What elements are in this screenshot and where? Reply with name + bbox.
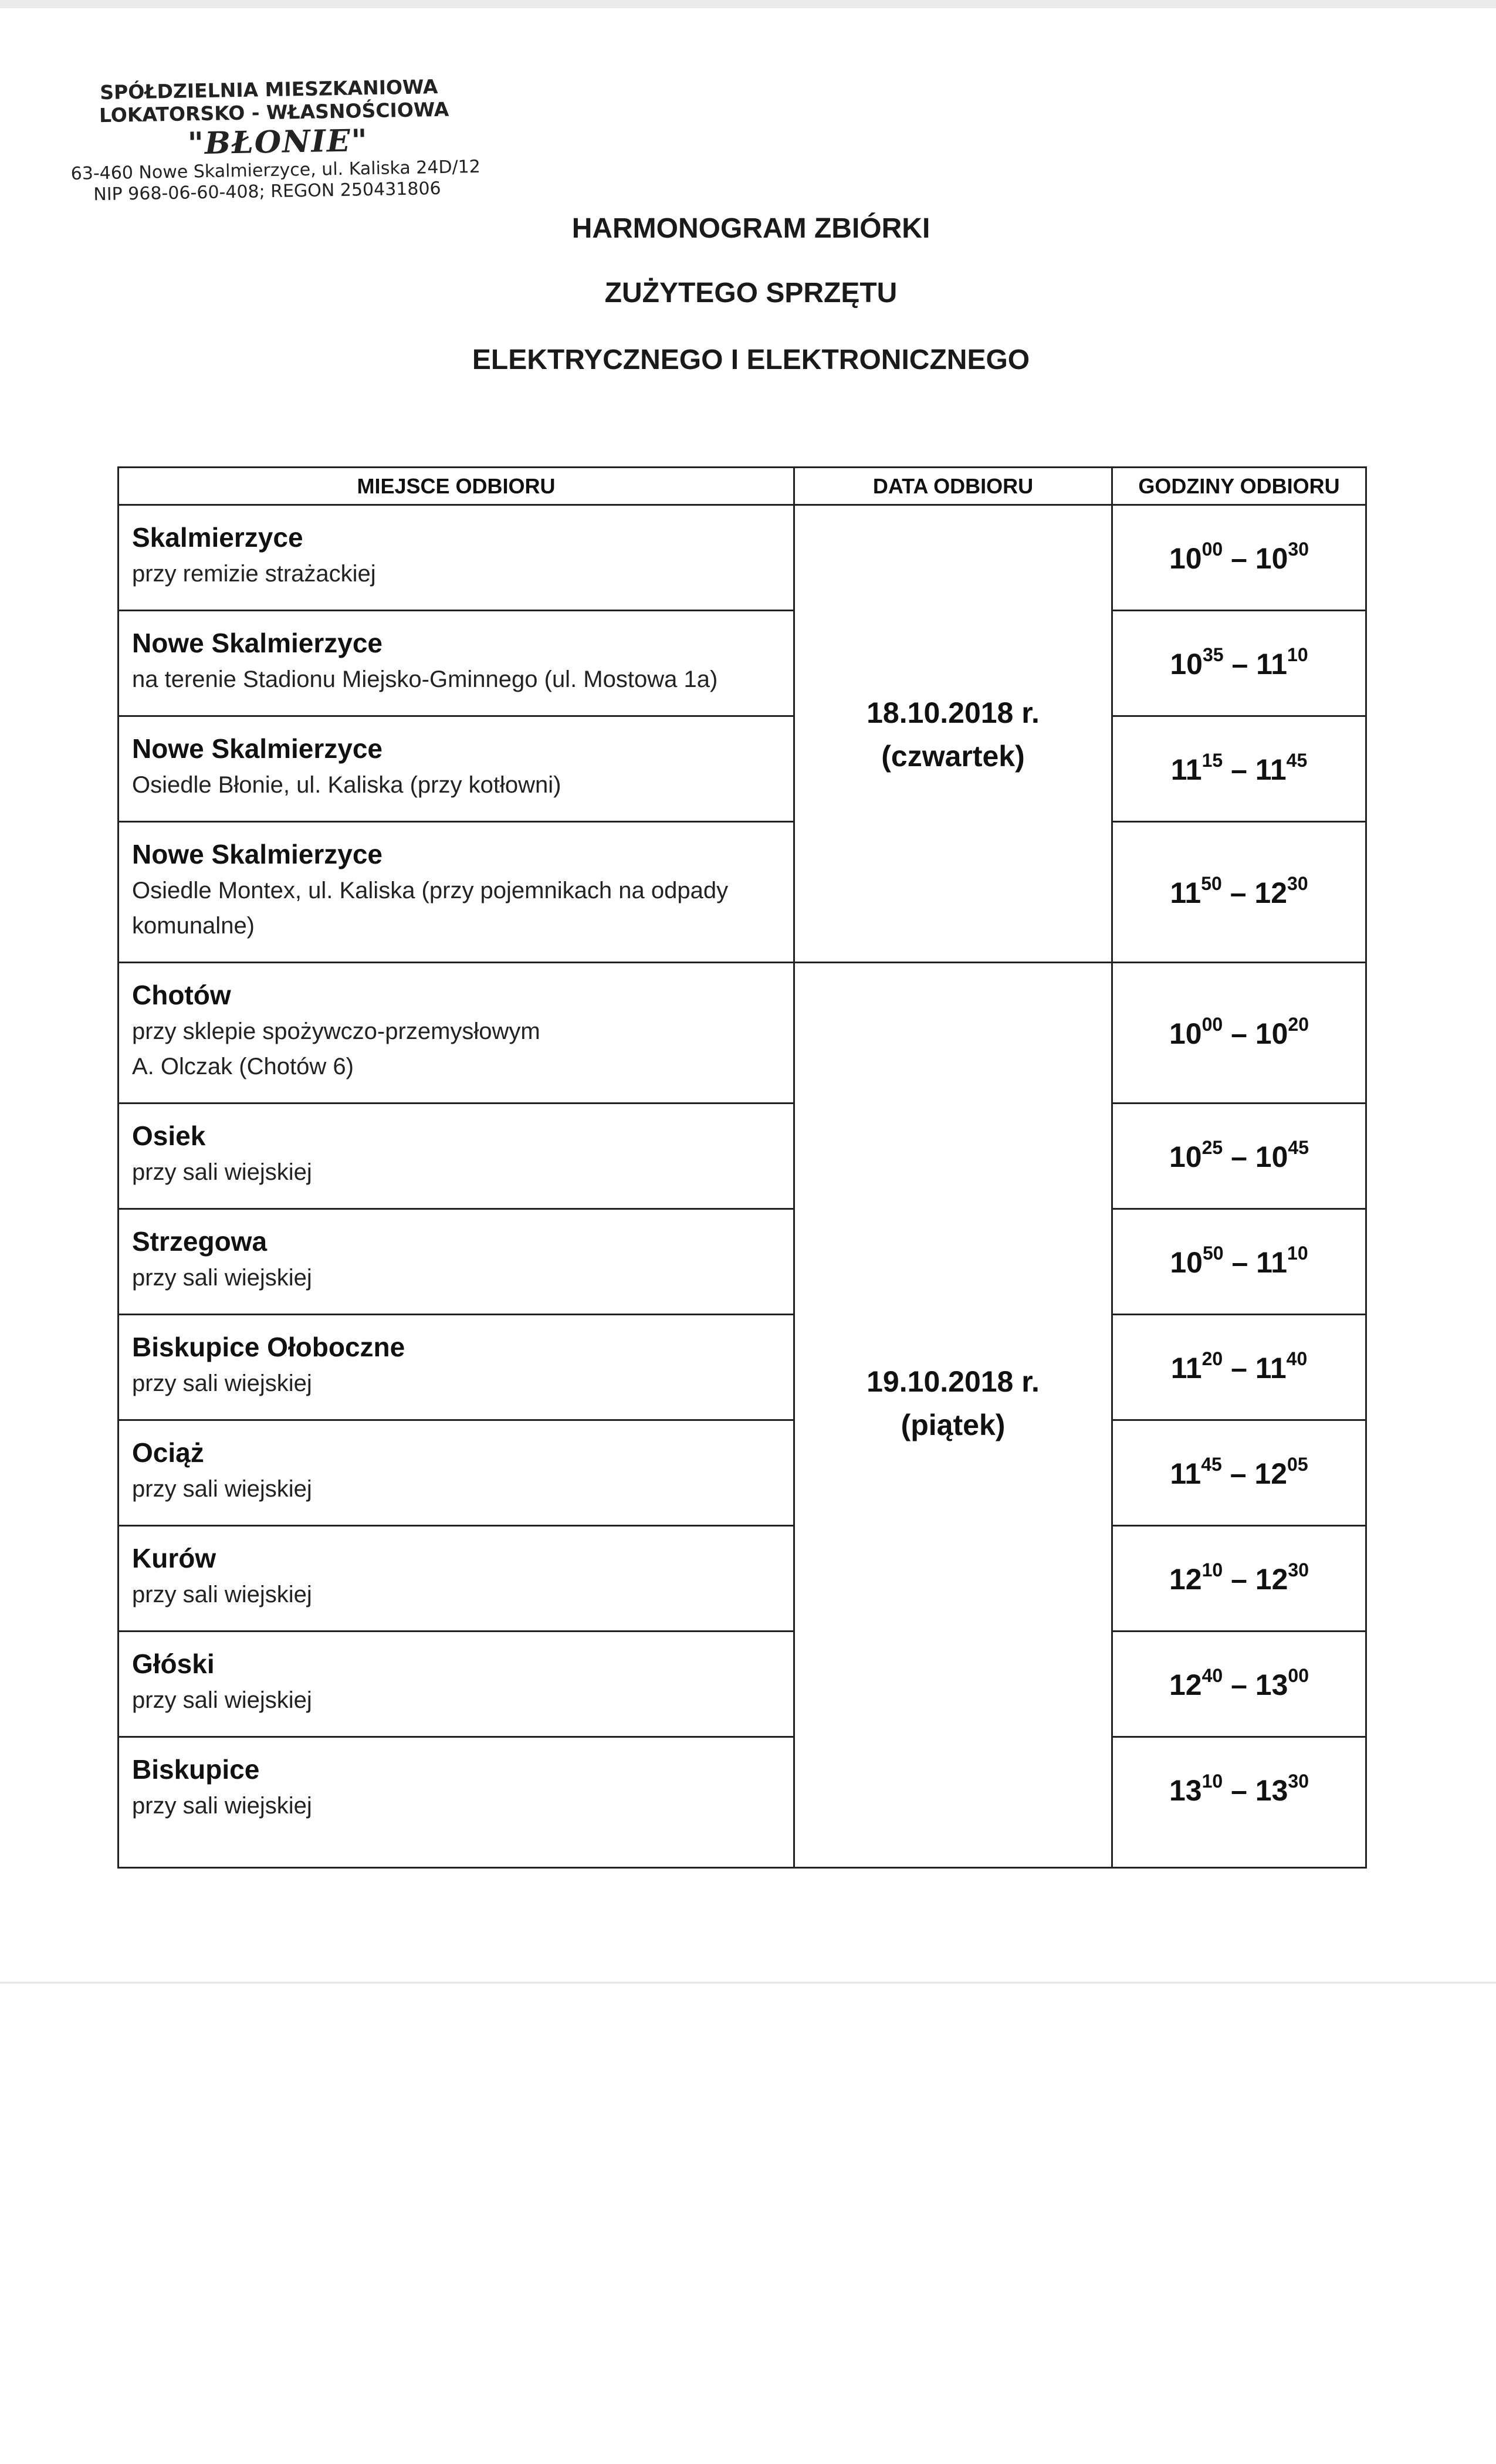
column-header-place: MIEJSCE ODBIORU <box>357 474 556 498</box>
column-header-hours: GODZINY ODBIORU <box>1138 474 1340 498</box>
hours-end-hour: 12 <box>1255 1563 1288 1596</box>
hours-end-minute: 20 <box>1288 1014 1309 1035</box>
row-divider <box>119 1102 793 1104</box>
hours-end-minute: 10 <box>1287 1243 1308 1264</box>
place-description: przy sali wiejskiej <box>132 1687 312 1713</box>
place-name: Kurów <box>132 1543 216 1573</box>
hours-start-hour: 10 <box>1170 1246 1203 1279</box>
hours-start-minute: 10 <box>1201 1559 1223 1580</box>
hours-start-minute: 45 <box>1201 1454 1222 1475</box>
row-divider <box>119 1314 793 1315</box>
row-divider <box>793 962 1113 963</box>
hours-end-hour: 11 <box>1256 648 1288 681</box>
hours-end-hour: 12 <box>1254 876 1288 909</box>
hours-start-minute: 25 <box>1201 1137 1223 1158</box>
row-divider <box>119 1525 793 1527</box>
hours-separator: – <box>1223 1017 1255 1050</box>
hours-end-hour: 11 <box>1255 753 1287 786</box>
row-divider <box>119 821 793 823</box>
hours-separator: – <box>1223 1140 1255 1173</box>
collection-hours <box>1113 1421 1365 1527</box>
date-value: 19.10.2018 r. <box>867 1365 1040 1398</box>
collection-place <box>132 1751 783 1823</box>
hours-start-hour: 13 <box>1169 1774 1202 1807</box>
place-description: Osiedle Montex, ul. Kaliska (przy pojemnikach na odpady <box>132 878 729 903</box>
hours-end-minute: 45 <box>1286 750 1308 771</box>
place-name: Strzegowa <box>132 1226 268 1257</box>
place-name: Nowe Skalmierzyce <box>132 628 383 658</box>
hours-start-hour: 11 <box>1170 1352 1202 1385</box>
place-description: przy sali wiejskiej <box>132 1265 312 1291</box>
hours-separator: – <box>1221 1457 1255 1490</box>
hours-start-minute: 50 <box>1201 873 1222 894</box>
hours-end-minute: 30 <box>1288 1771 1309 1792</box>
date-weekday: (czwartek) <box>881 740 1025 773</box>
place-description: przy sali wiejskiej <box>132 1582 312 1607</box>
column-divider <box>793 468 795 1867</box>
collection-place <box>132 835 783 943</box>
hours-start-minute: 15 <box>1201 750 1223 771</box>
hours-separator: – <box>1223 1563 1255 1596</box>
hours-end-hour: 11 <box>1255 1352 1287 1385</box>
stamp-line-1: SPÓŁDZIELNIA MIESZKANIOWA <box>99 75 438 104</box>
hours-end-hour: 10 <box>1255 1140 1288 1173</box>
collection-place <box>132 1434 783 1507</box>
hours-start-hour: 11 <box>1170 876 1201 909</box>
hours-start-minute: 40 <box>1201 1665 1223 1686</box>
place-name: Nowe Skalmierzyce <box>132 839 383 869</box>
row-divider <box>119 715 793 717</box>
place-description: przy remizie strażackiej <box>132 561 376 587</box>
collection-hours <box>1113 1104 1365 1210</box>
collection-place <box>132 519 783 591</box>
place-description: przy sklepie spożywczo-przemysłowym <box>132 1018 540 1044</box>
hours-separator: – <box>1223 1774 1255 1807</box>
scan-edge-line <box>0 1982 1496 1984</box>
schedule-table <box>117 466 1367 1869</box>
column-header-date: DATA ODBIORU <box>872 474 1034 498</box>
hours-start-minute: 00 <box>1201 539 1223 560</box>
scan-top-edge <box>0 0 1496 8</box>
hours-start-hour: 12 <box>1169 1668 1202 1701</box>
hours-end-hour: 10 <box>1255 542 1288 575</box>
hours-end-minute: 10 <box>1287 644 1308 665</box>
stamp-line-4: 63-460 Nowe Skalmierzyce, ul. Kaliska 24D/12 <box>70 157 481 185</box>
place-name: Nowe Skalmierzyce <box>132 733 383 764</box>
collection-hours <box>1113 717 1365 823</box>
hours-start-minute: 10 <box>1201 1771 1223 1792</box>
place-description: Osiedle Błonie, ul. Kaliska (przy kotłowni) <box>132 772 561 798</box>
collection-date <box>795 691 1111 778</box>
row-divider <box>119 962 793 963</box>
date-value: 18.10.2018 r. <box>867 696 1040 729</box>
collection-place <box>132 730 783 803</box>
row-divider <box>119 1630 793 1632</box>
hours-separator: – <box>1223 648 1257 681</box>
place-description: przy sali wiejskiej <box>132 1370 312 1396</box>
place-description: przy sali wiejskiej <box>132 1476 312 1502</box>
hours-end-minute: 05 <box>1287 1454 1308 1475</box>
document-title-line-2: ZUŻYTEGO SPRZĘTU <box>604 277 898 309</box>
document-title-line-1: HARMONOGRAM ZBIÓRKI <box>571 213 930 244</box>
row-divider <box>119 610 793 611</box>
hours-end-minute: 30 <box>1288 1559 1309 1580</box>
place-name: Biskupice Ołoboczne <box>132 1332 405 1362</box>
hours-start-minute: 35 <box>1202 644 1224 665</box>
collection-hours <box>1113 1738 1365 1843</box>
place-description: A. Olczak (Chotów 6) <box>132 1054 354 1079</box>
hours-end-minute: 40 <box>1286 1348 1308 1369</box>
collection-hours <box>1113 611 1365 717</box>
hours-end-hour: 12 <box>1254 1457 1288 1490</box>
hours-end-hour: 11 <box>1256 1246 1288 1279</box>
collection-hours <box>1113 823 1365 963</box>
hours-end-hour: 13 <box>1255 1668 1288 1701</box>
hours-separator: – <box>1223 753 1255 786</box>
place-name: Ociąż <box>132 1437 204 1468</box>
hours-start-minute: 50 <box>1202 1243 1224 1264</box>
hours-end-minute: 30 <box>1287 873 1308 894</box>
collection-place <box>132 1539 783 1612</box>
collection-hours <box>1113 963 1365 1104</box>
place-name: Biskupice <box>132 1754 260 1785</box>
collection-place <box>132 624 783 697</box>
place-description: komunalne) <box>132 913 255 939</box>
collection-place <box>132 1117 783 1190</box>
place-description: przy sali wiejskiej <box>132 1793 312 1819</box>
hours-start-hour: 12 <box>1169 1563 1202 1596</box>
row-divider <box>119 1208 793 1210</box>
collection-hours <box>1113 1210 1365 1315</box>
hours-start-hour: 10 <box>1170 648 1203 681</box>
stamp-line-2: LOKATORSKO - WŁASNOŚCIOWA <box>99 97 449 127</box>
hours-start-minute: 20 <box>1201 1348 1223 1369</box>
stamp-line-5: NIP 968-06-60-408; REGON 250431806 <box>93 178 441 205</box>
hours-separator: – <box>1223 1668 1255 1701</box>
place-name: Chotów <box>132 980 231 1010</box>
hours-start-minute: 00 <box>1201 1014 1223 1035</box>
stamp-line-3: "BŁONIE" <box>187 123 369 162</box>
hours-end-minute: 30 <box>1288 539 1309 560</box>
hours-separator: – <box>1221 876 1255 909</box>
collection-hours <box>1113 1315 1365 1421</box>
hours-separator: – <box>1223 1246 1257 1279</box>
hours-start-hour: 11 <box>1170 753 1202 786</box>
collection-place <box>132 1645 783 1718</box>
document-title-line-3: ELEKTRYCZNEGO I ELEKTRONICZNEGO <box>472 344 1030 375</box>
collection-place <box>132 1328 783 1401</box>
hours-end-hour: 13 <box>1255 1774 1288 1807</box>
row-divider <box>119 1736 793 1738</box>
hours-start-hour: 11 <box>1170 1457 1201 1490</box>
place-name: Osiek <box>132 1121 206 1151</box>
collection-hours <box>1113 506 1365 611</box>
hours-start-hour: 10 <box>1169 542 1202 575</box>
hours-end-minute: 45 <box>1288 1137 1309 1158</box>
collection-place <box>132 1223 783 1295</box>
cooperative-stamp <box>69 75 494 205</box>
hours-separator: – <box>1223 542 1255 575</box>
hours-end-hour: 10 <box>1255 1017 1288 1050</box>
hours-start-hour: 10 <box>1169 1017 1202 1050</box>
collection-hours <box>1113 1527 1365 1632</box>
collection-date <box>795 1360 1111 1447</box>
place-description: przy sali wiejskiej <box>132 1159 312 1185</box>
hours-start-hour: 10 <box>1169 1140 1202 1173</box>
place-name: Głóski <box>132 1649 215 1679</box>
row-divider <box>119 1419 793 1421</box>
hours-separator: – <box>1223 1352 1255 1385</box>
collection-hours <box>1113 1632 1365 1738</box>
collection-place <box>132 976 783 1084</box>
place-name: Skalmierzyce <box>132 522 303 553</box>
date-weekday: (piątek) <box>901 1409 1006 1441</box>
place-description: na terenie Stadionu Miejsko-Gminnego (ul. Mostowa 1a) <box>132 666 718 692</box>
hours-end-minute: 00 <box>1288 1665 1309 1686</box>
